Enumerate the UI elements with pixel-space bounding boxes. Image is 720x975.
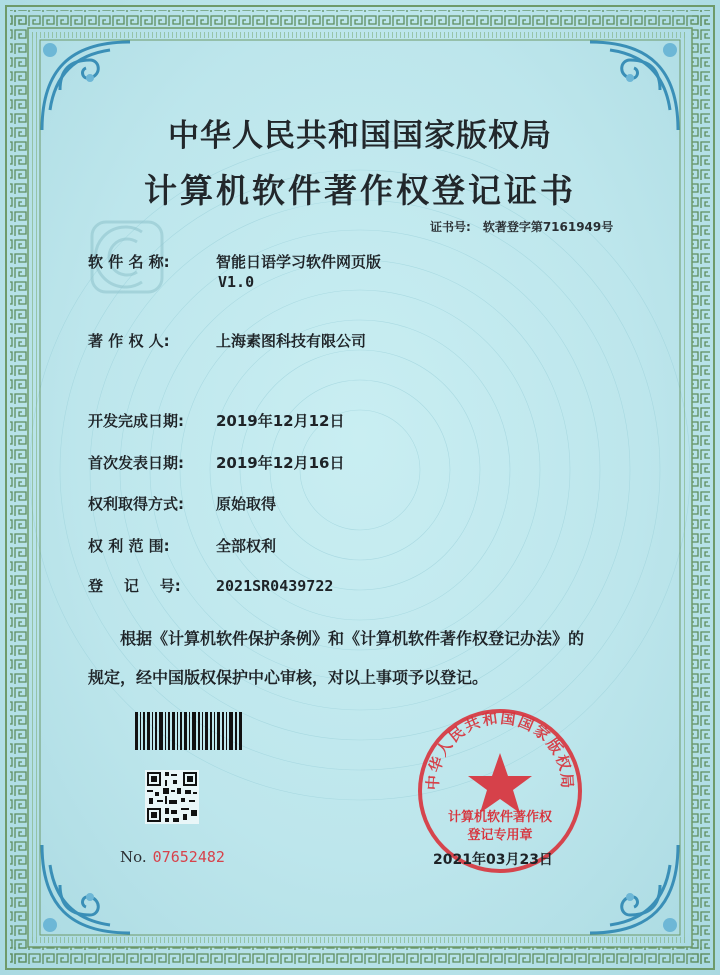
field-registration-number: [88, 575, 333, 596]
statement-line-1: 根据《计算机软件保护条例》和《计算机软件著作权登记办法》的: [120, 629, 585, 648]
registration-number-value: 2021SR0439722: [216, 577, 334, 595]
issue-date: 2021年03月23日: [433, 852, 553, 868]
acquisition-method-value: 原始取得: [216, 495, 277, 513]
completion-date-label: 开发完成日期:: [88, 412, 184, 430]
copyright-owner-label: 著 作 权 人:: [88, 332, 170, 350]
field-software-name: [88, 251, 381, 272]
serial-number-value: 07652482: [152, 848, 225, 866]
certificate-number-value: 软著登字第7161949号: [482, 220, 614, 234]
software-version: V1.0: [218, 273, 255, 291]
scope-label: 权 利 范 围:: [88, 537, 170, 555]
serial-number: [120, 848, 225, 866]
certificate-number: [430, 218, 613, 235]
statement-line-2: 规定，经中国版权保护中心审核，对以上事项予以登记。: [88, 668, 489, 687]
completion-date-value: 2019年12月12日: [216, 412, 345, 430]
first-publish-date-label: 首次发表日期:: [88, 454, 184, 472]
software-name-label: 软 件 名 称:: [88, 253, 170, 271]
registration-number-label: 登 记 号:: [88, 577, 181, 595]
field-first-publish-date: [88, 452, 345, 473]
field-copyright-owner: [88, 330, 366, 351]
issuer-title: 中华人民共和国国家版权局: [168, 118, 552, 154]
certificate-title: 计算机软件著作权登记证书: [144, 171, 576, 210]
barcode-icon: [135, 712, 245, 750]
field-scope: [88, 535, 276, 556]
corner-ornament-icon: [570, 825, 690, 945]
serial-number-label: No.: [120, 848, 147, 866]
certificate-number-label: 证书号:: [430, 220, 471, 234]
scope-value: 全部权利: [216, 537, 277, 555]
qr-code-icon: [145, 770, 199, 824]
first-publish-date-value: 2019年12月16日: [216, 454, 345, 472]
corner-ornament-icon: [30, 825, 150, 945]
seal-line-2: 登记专用章: [467, 828, 533, 843]
seal-arc-text: 中华人民共和国国家版权局: [423, 708, 577, 791]
acquisition-method-label: 权利取得方式:: [88, 495, 184, 513]
seal-line-1: 计算机软件著作权: [447, 810, 552, 825]
field-acquisition-method: [88, 493, 276, 514]
software-name-value: 智能日语学习软件网页版: [216, 253, 382, 271]
copyright-owner-value: 上海素图科技有限公司: [216, 332, 367, 350]
field-completion-date: [88, 410, 345, 431]
